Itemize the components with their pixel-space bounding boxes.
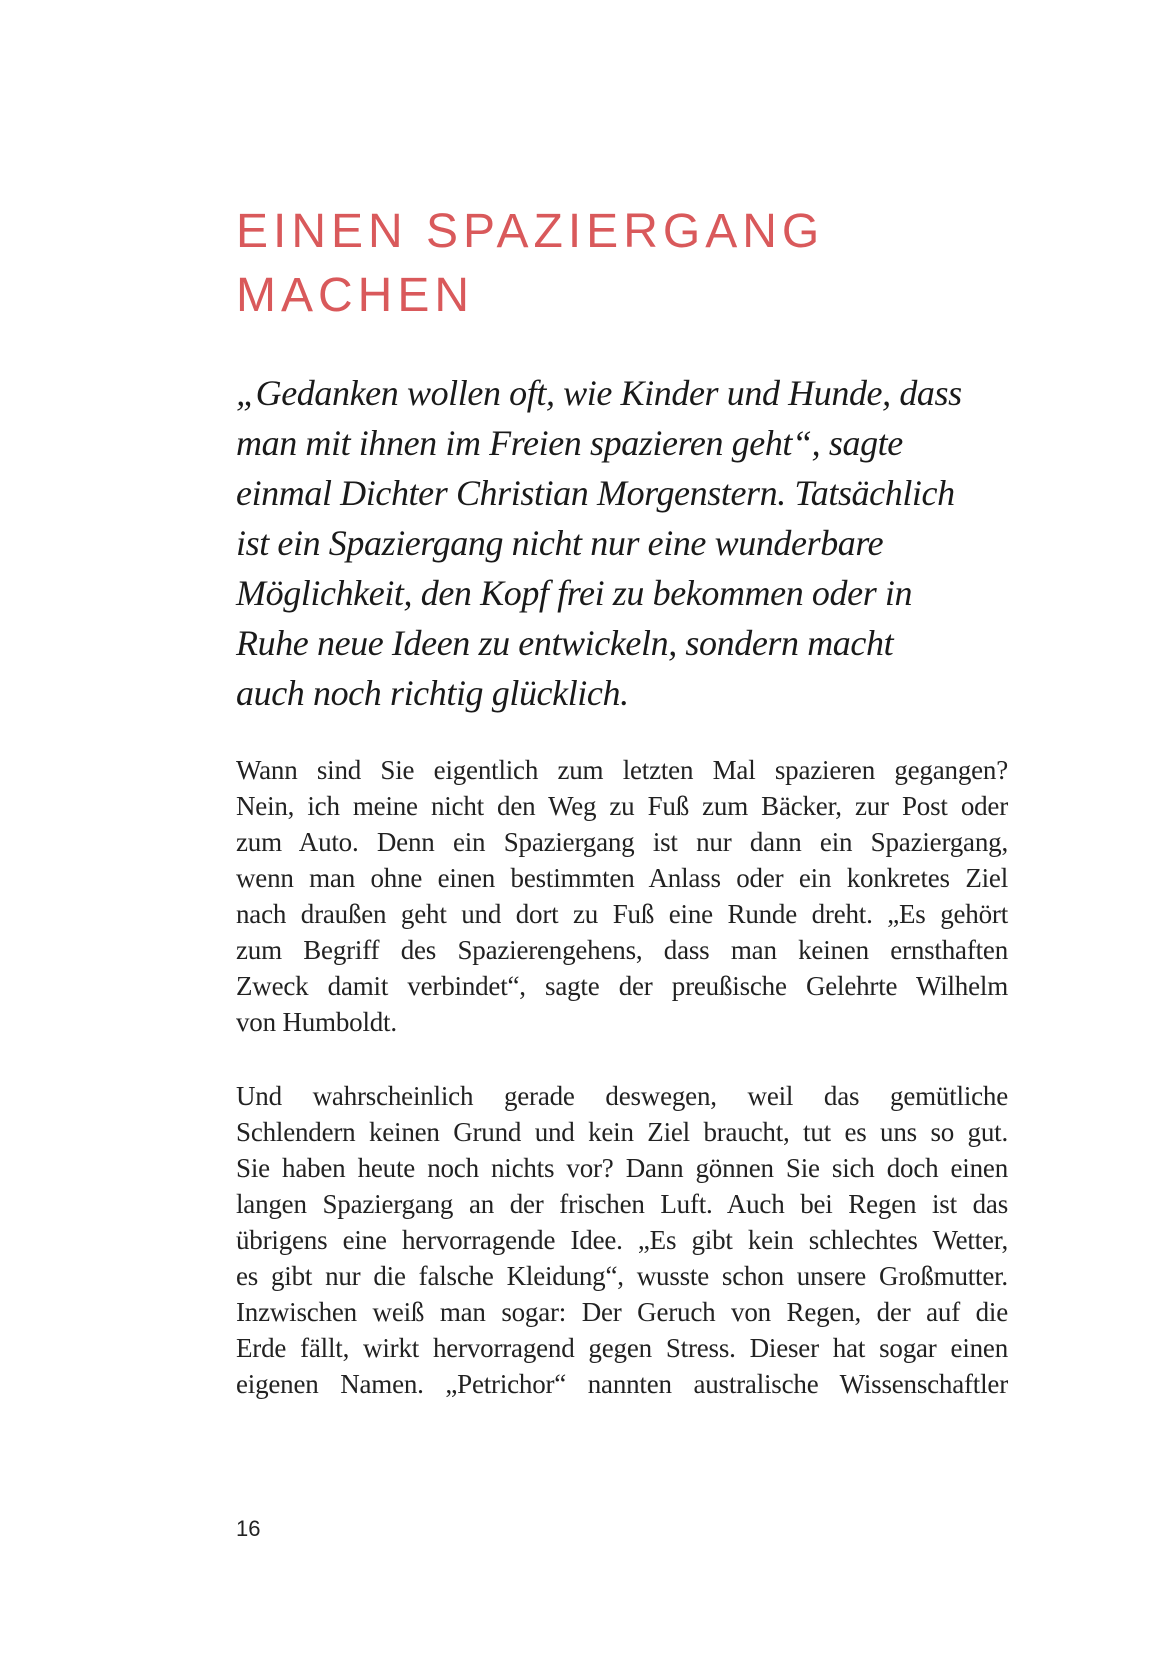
text-line: langen Spaziergang an der frischen Luft. Auch bei Regen ist das (236, 1189, 1008, 1219)
text-line: Wann sind Sie eigentlich zum letzten Mal spazieren gegangen? (236, 755, 1008, 785)
text-line: es gibt nur die falsche Kleidung“, wusste schon unsere Großmutter. (236, 1261, 1008, 1291)
lead-line: auch noch richtig glücklich. (236, 673, 629, 713)
chapter-heading (236, 200, 1016, 328)
text-line: nach draußen geht und dort zu Fuß eine Runde dreht. „Es gehört (236, 899, 1008, 929)
lead-line: Ruhe neue Ideen zu entwickeln, sondern macht (236, 623, 894, 663)
text-line: Sie haben heute noch nichts vor? Dann gönnen Sie sich doch einen (236, 1153, 1008, 1183)
text-line: von Humboldt. (236, 1007, 397, 1037)
body-paragraph-2 (236, 1078, 1008, 1402)
text-line: Schlendern keinen Grund und kein Ziel braucht, tut es uns so gut. (236, 1117, 1008, 1147)
lead-line: „Gedanken wollen oft, wie Kinder und Hunde, dass (236, 373, 962, 413)
lead-line: einmal Dichter Christian Morgenstern. Tatsächlich (236, 473, 955, 513)
text-line: Und wahrscheinlich gerade deswegen, weil das gemütliche (236, 1081, 1008, 1111)
text-line: zum Begriff des Spazierengehens, dass man keinen ernsthaften (236, 935, 1008, 965)
text-line: Nein, ich meine nicht den Weg zu Fuß zum Bäcker, zur Post oder (236, 791, 1008, 821)
text-line: Erde fällt, wirkt hervorragend gegen Stress. Dieser hat sogar einen (236, 1333, 1008, 1363)
lead-line: man mit ihnen im Freien spazieren geht“, sagte (236, 423, 903, 463)
lead-line: Möglichkeit, den Kopf frei zu bekommen oder in (236, 573, 913, 613)
text-line: eigenen Namen. „Petrichor“ nannten australische Wissenschaftler (236, 1369, 1008, 1399)
body-paragraph-1 (236, 752, 1008, 1040)
text-line: Inzwischen weiß man sogar: Der Geruch von Regen, der auf die (236, 1297, 1008, 1327)
heading-line: EINEN SPAZIERGANG (236, 205, 825, 258)
heading-line: MACHEN (236, 269, 475, 322)
text-line: zum Auto. Denn ein Spaziergang ist nur dann ein Spaziergang, (236, 827, 1008, 857)
text-line: wenn man ohne einen bestimmten Anlass oder ein konkretes Ziel (236, 863, 1008, 893)
text-line: übrigens eine hervorragende Idee. „Es gibt kein schlechtes Wetter, (236, 1225, 1008, 1255)
lead-line: ist ein Spaziergang nicht nur eine wunderbare (236, 523, 884, 563)
text-line: Zweck damit verbindet“, sagte der preußische Gelehrte Wilhelm (236, 971, 1008, 1001)
page-number: 16 (236, 1516, 261, 1541)
lead-quote (236, 368, 1016, 718)
